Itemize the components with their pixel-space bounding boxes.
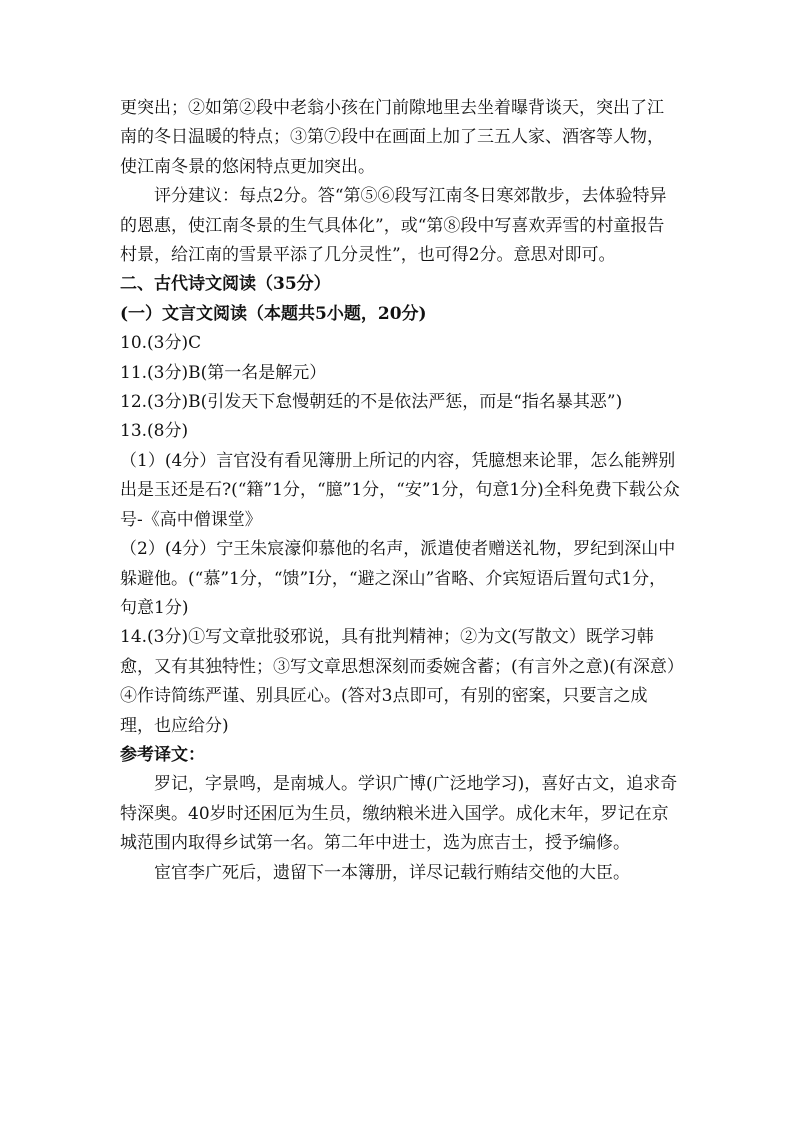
reference-translation-heading: 参考译文： <box>120 744 205 765</box>
subsection-heading-prose: (一）文言文阅读（本题共5小题，20分) <box>120 303 427 324</box>
answer-q14: 14.(3分)①写文章批驳邪说，具有批判精神；②为文(写散文）既学习韩愈，又有其独特性；③写文章思想深刻而委婉含蓄；(有言外之意)(有深意）④作诗简练严谨、别具匠心。(答对3点即可，有别的密案，只要言之成理，也应给分) <box>120 627 676 736</box>
paragraph-scoring-advice: 评分建议：每点2分。答“第⑤⑥段写江南冬日寒郊散步，去体验特异的恩惠，使江南冬景的生气具体化”，或“第⑧段中写喜欢弄雪的村童报告村景，给江南的雪景平添了几分灵性”，也可得2分。意思对即可。 <box>120 186 667 266</box>
answer-q10: 10.(3分)C <box>120 333 202 354</box>
answer-q12: 12.(3分)B(引发天下怠慢朝廷的不是依法严惩，而是“指名暴其恶”) <box>120 392 623 413</box>
translation-paragraph-2: 宦官李广死后，遗留下一本簿册，详尽记载行贿结交他的大臣。 <box>154 862 630 883</box>
answer-q13: 13.(8分) <box>120 421 189 442</box>
answer-q13-part2: （2）(4分）宁王朱宸濠仰慕他的名声，派遣使者赠送礼物，罗纪到深山中躲避他。(“慕”1分，“馈”I分，“避之深山”省略、介宾短语后置句式1分，句意1分) <box>120 539 676 618</box>
answer-q13-part1: （1）(4分）言官没有看见簿册上所记的内容，凭臆想来论罪，怎么能辨别出是玉还是石?(“籍”1分，“臆”1分，“安”1分，句意1分)全科免费下载公众号-《高中僧课堂》 <box>120 450 680 530</box>
document-body <box>120 94 680 888</box>
answer-q11: 11.(3分)B(第一名是解元） <box>120 362 327 383</box>
section-heading-classical: 二、古代诗文阅读（35分） <box>120 274 331 295</box>
paragraph-answer-continued: 更突出；②如第②段中老翁小孩在门前隙地里去坐着曝背谈天，突出了江南的冬日温暖的特点；③第⑦段中在画面上加了三五人家、酒客等人物，使江南冬景的悠闲特点更加突出。 <box>120 98 664 177</box>
translation-paragraph-1: 罗记，字景鸣，是南城人。学识广博(广泛地学习)，喜好古文，追求奇特深奥。40岁时还困厄为生员，缴纳粮米进入国学。成化末年，罗记在京城范围内取得乡试第一名。第二年中进士，选为庶吉士，授予编修。 <box>120 774 678 854</box>
